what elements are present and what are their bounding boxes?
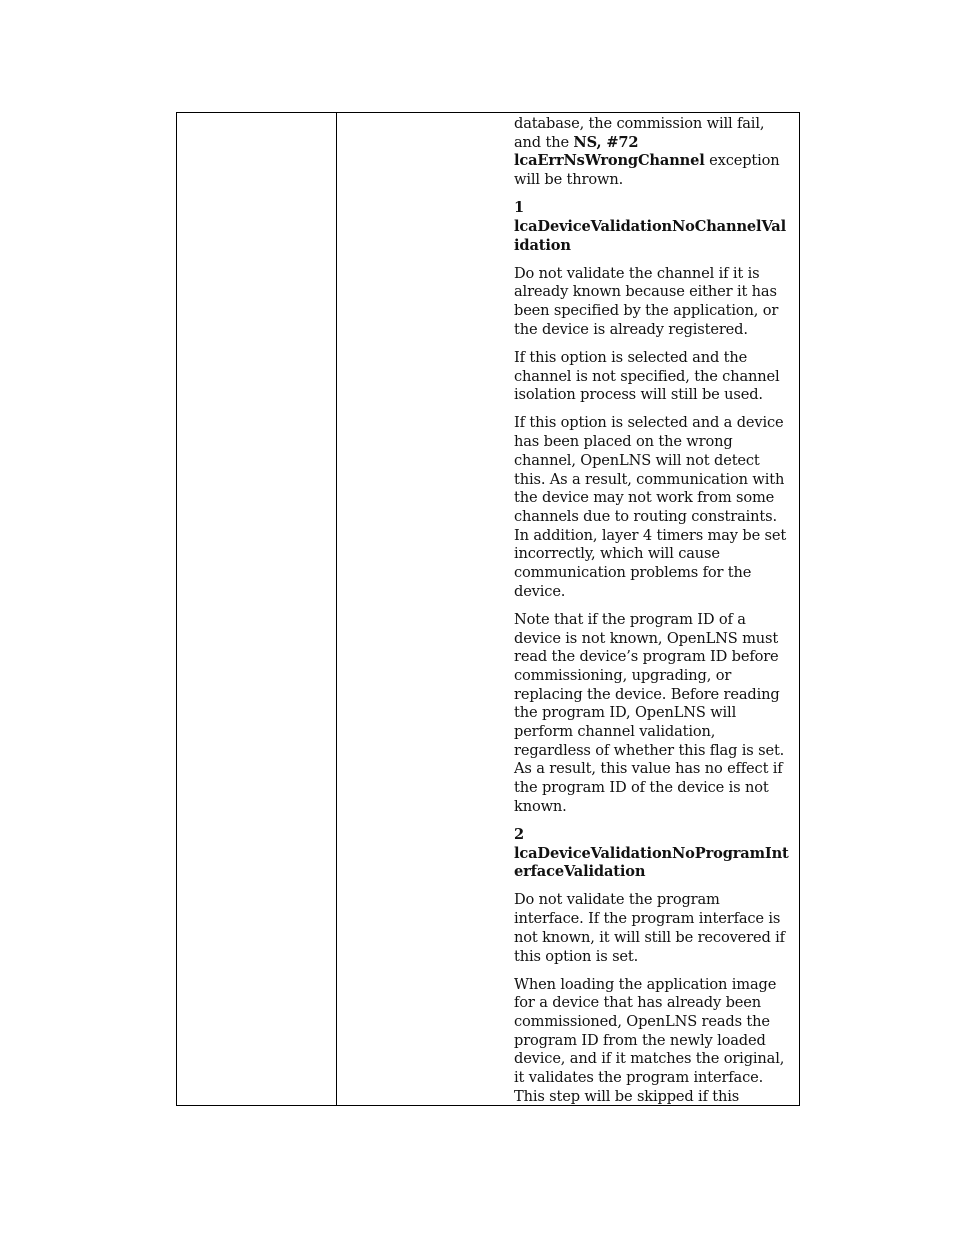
table-column-divider xyxy=(336,113,337,1105)
option-2-description: Do not validate the program interface. If the program interface is not known, it will still be recovered if this option is set. xyxy=(514,891,785,965)
option-2-heading: 2 lcaDeviceValidationNoProgramInterfaceValidation xyxy=(514,825,789,881)
document-table xyxy=(176,112,800,1106)
option-1-note-wrong-channel: If this option is selected and a device has been placed on the wrong channel, OpenLNS will not detect this. As a result, communication with the device may not work from some channels due to routing constraints. In addition, layer 4 timers may be set incorrectly, which will cause communication problems for the device. xyxy=(514,414,787,600)
option-2-note-loading-image: When loading the application image for a device that has already been commissioned, OpenLNS reads the program ID from the newly loaded device, and if it matches the original, it validates the program interface. This step will be skipped if this xyxy=(514,975,785,1105)
table-cell-description xyxy=(514,115,790,1116)
option-1-note-unspecified-channel: If this option is selected and the channel is not specified, the channel isolation process will still be used. xyxy=(514,348,780,404)
exception-name: NS, #72 lcaErrNsWrongChannel xyxy=(514,133,705,170)
option-1-heading: 1 lcaDeviceValidationNoChannelValidation xyxy=(514,199,786,254)
option-1-note-program-id: Note that if the program ID of a device is not known, OpenLNS must read the device’s program ID before commissioning, upgrading, or replacing the device. Before reading the program ID, OpenLNS will perform channel validation, regardless of whether this flag is set. As a result, this value has no effect if the program ID of the device is not known. xyxy=(514,610,785,815)
paragraph-commission-failure: database, the commission will fail, and the NS, #72 lcaErrNsWrongChannel exception will be thrown. xyxy=(514,115,780,189)
option-1-description: Do not validate the channel if it is already known because either it has been specified by the application, or the device is already registered. xyxy=(514,264,779,338)
